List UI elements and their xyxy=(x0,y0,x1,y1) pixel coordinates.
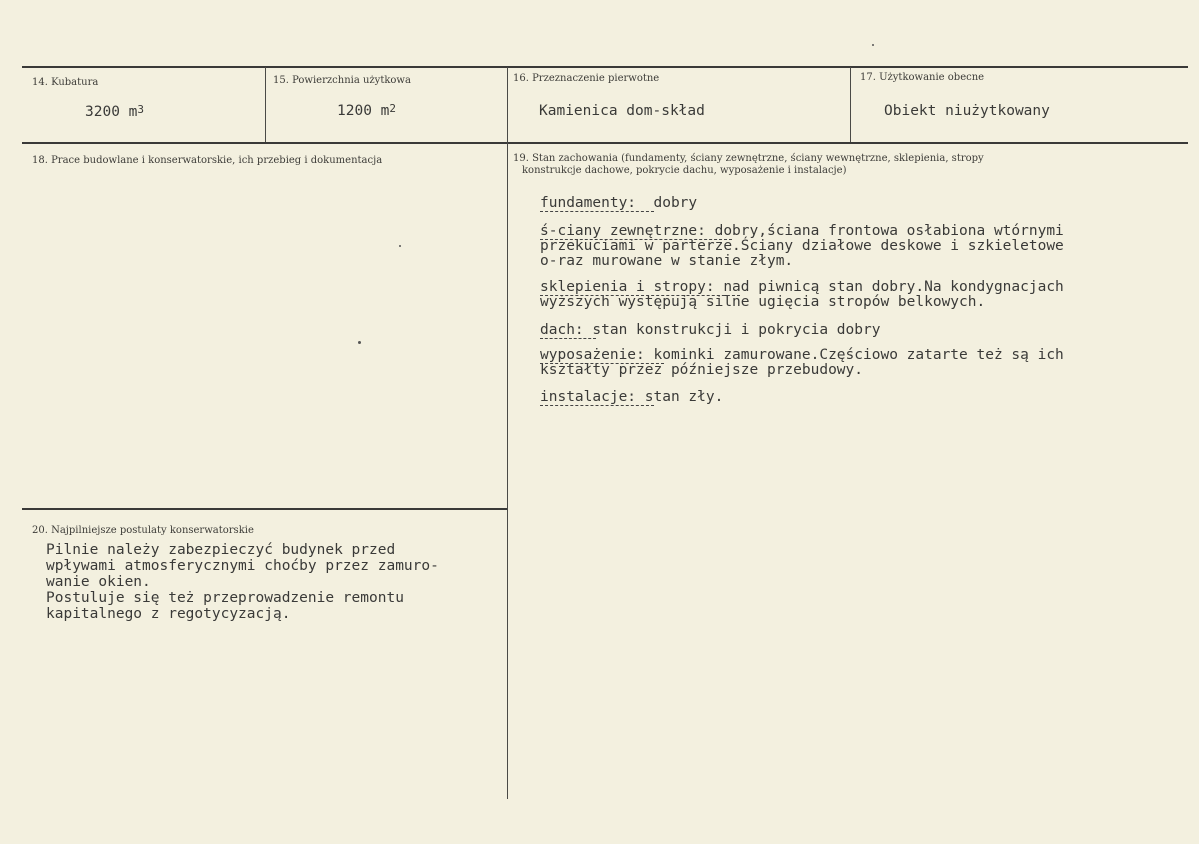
condition-line: o-raz murowane w stanie złym. xyxy=(540,253,794,269)
postulate-line: Postuluje się też przeprowadzenie remontu xyxy=(46,590,404,606)
underline-instalacje xyxy=(540,405,654,406)
paper-speck xyxy=(872,44,874,46)
condition-sciany xyxy=(540,224,1064,269)
field-18-label: 18. Prace budowlane i konserwatorskie, ich przebieg i dokumentacja xyxy=(32,155,383,166)
field-14-label: 14. Kubatura xyxy=(32,77,99,88)
condition-line: sklepienia i stropy: nad piwnicą stan dobry.Na kondygnacjach xyxy=(540,279,1064,295)
row-rule xyxy=(22,142,1188,144)
field-17-value: Obiekt niużytkowany xyxy=(884,103,1050,119)
underline-sciany xyxy=(540,239,732,240)
condition-line: wyposażenie: kominki zamurowane.Częściowo zatarte też są ich xyxy=(540,347,1064,363)
underline-sklepienia xyxy=(540,295,740,296)
field-20-text xyxy=(46,542,439,622)
top-rule xyxy=(22,66,1188,68)
condition-dach xyxy=(540,323,880,338)
condition-line: fundamenty: dobry xyxy=(540,195,698,211)
condition-line: wyższych występują silne ugięcia stropów belkowych. xyxy=(540,294,986,310)
underline-dach xyxy=(540,338,596,339)
paper-speck xyxy=(399,245,401,247)
condition-line: przekuciami w parterze.Ściany działowe deskowe i szkieletowe xyxy=(540,238,1064,254)
condition-line: kształty przez późniejsze przebudowy. xyxy=(540,362,864,378)
field-16-label: 16. Przeznaczenie pierwotne xyxy=(513,73,660,84)
postulate-line: kapitalnego z regotycyzacją. xyxy=(46,606,291,622)
field-17-label: 17. Użytkowanie obecne xyxy=(860,72,985,83)
divider-15-16 xyxy=(507,67,508,799)
paper-speck xyxy=(358,341,361,344)
condition-line: instalacje: stan zły. xyxy=(540,389,724,405)
condition-fundamenty xyxy=(540,196,697,211)
divider-14-15 xyxy=(265,67,266,142)
underline-wyposazenie xyxy=(540,363,664,364)
condition-line: ś-ciany zewnętrzne: dobry,ściana frontowa osłabiona wtórnymi xyxy=(540,223,1064,239)
field-19-label-line1: 19. Stan zachowania (fundamenty, ściany zewnętrzne, ściany wewnętrzne, sklepienia, stropy xyxy=(513,153,984,164)
postulate-line: Pilnie należy zabezpieczyć budynek przed xyxy=(46,542,396,558)
left-column-rule xyxy=(22,508,508,510)
underline-fundamenty xyxy=(540,211,654,212)
condition-line: dach: stan konstrukcji i pokrycia dobry xyxy=(540,322,881,338)
divider-16-17 xyxy=(850,67,851,142)
condition-instalacje xyxy=(540,390,723,405)
field-20-label: 20. Najpilniejsze postulaty konserwatorskie xyxy=(32,525,254,536)
field-15-label: 15. Powierzchnia użytkowa xyxy=(273,75,411,86)
field-16-value: Kamienica dom-skład xyxy=(539,103,705,119)
postulate-line: wpływami atmosferycznymi choćby przez zamuro- xyxy=(46,558,439,574)
field-19-label-line2: konstrukcje dachowe, pokrycie dachu, wyposażenie i instalacje) xyxy=(522,165,847,176)
field-14-value: 3200 $m^3$ xyxy=(85,103,145,120)
postulate-line: wanie okien. xyxy=(46,574,151,590)
field-15-value: 1200 $m^2$ xyxy=(337,102,397,119)
